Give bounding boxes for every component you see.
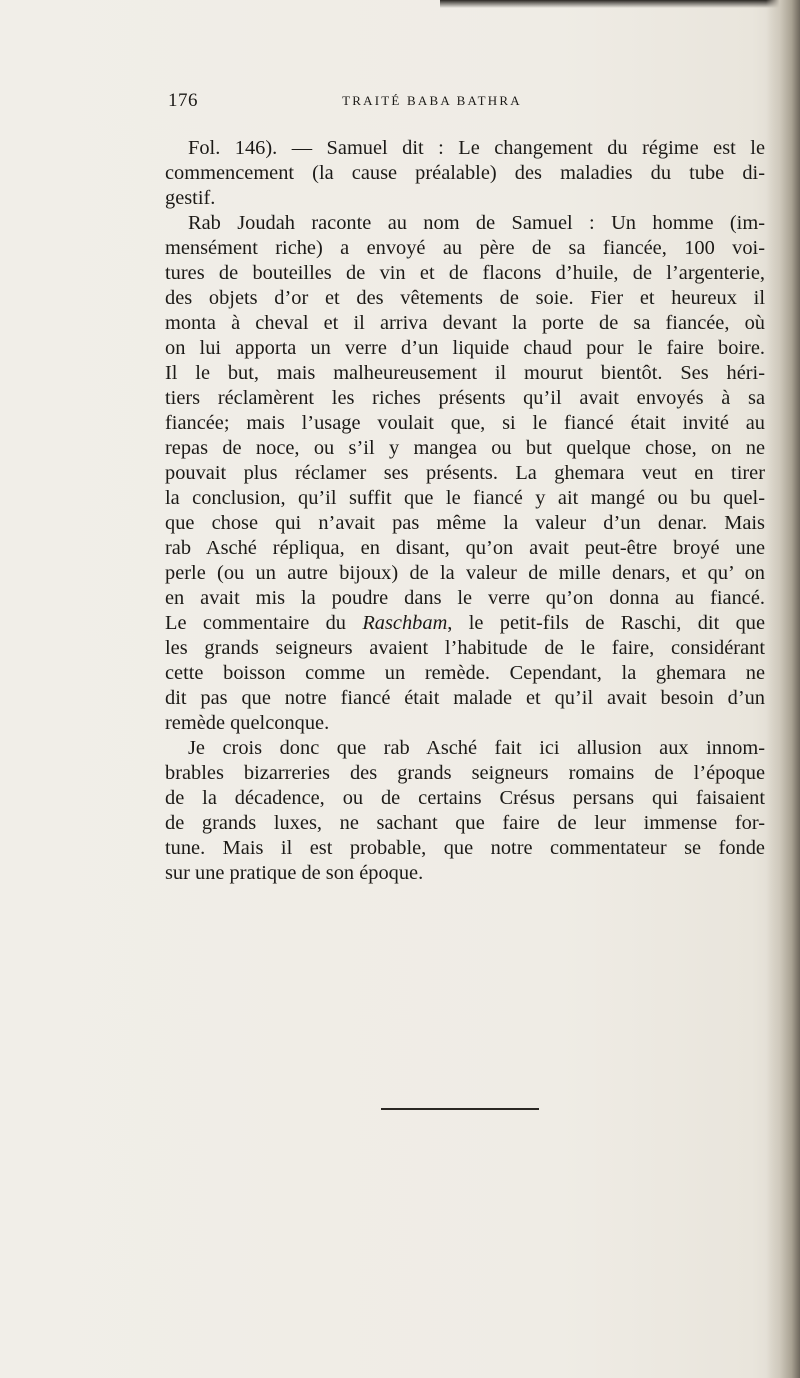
text-line: les grands seigneurs avaient l’habitude de le faire, considérant bbox=[165, 637, 765, 659]
text-line: rab Asché répliqua, en disant, qu’on avait peut-être broyé une bbox=[165, 537, 765, 559]
page-header bbox=[168, 90, 768, 114]
end-rule bbox=[381, 1108, 539, 1110]
text-line: la conclusion, qu’il suffit que le fiancé y ait mangé ou bu quel- bbox=[165, 487, 765, 509]
text-line: commencement (la cause préalable) des maladies du tube di- bbox=[165, 162, 765, 184]
text-line: sur une pratique de son époque. bbox=[165, 862, 424, 884]
text-line: tune. Mais il est probable, que notre commentateur se fonde bbox=[165, 837, 765, 859]
text-line: en avait mis la poudre dans le verre qu’on donna au fiancé. bbox=[165, 587, 765, 609]
text-line-part: Le commentaire du bbox=[165, 612, 363, 634]
text-line: gestif. bbox=[165, 187, 216, 209]
body-text bbox=[165, 136, 765, 886]
page-top-edge-shadow bbox=[440, 0, 800, 8]
text-line: on lui apporta un verre d’un liquide chaud pour le faire boire. bbox=[165, 337, 765, 359]
text-line: de grands luxes, ne sachant que faire de leur immense for- bbox=[165, 812, 765, 834]
text-line: tures de bouteilles de vin et de flacons d’huile, de l’argenterie, bbox=[165, 262, 765, 284]
text-line: pouvait plus réclamer ses présents. La ghemara veut en tirer bbox=[165, 462, 765, 484]
text-line: de la décadence, ou de certains Crésus persans qui faisaient bbox=[165, 787, 765, 809]
text-line bbox=[165, 611, 765, 636]
text-line: perle (ou un autre bijoux) de la valeur de mille denars, et qu’ on bbox=[165, 562, 765, 584]
text-line: brables bizarreries des grands seigneurs romains de l’époque bbox=[165, 762, 765, 784]
running-title: TRAITÉ BABA BATHRA bbox=[342, 93, 522, 108]
text-line: Fol. 146). — Samuel dit : Le changement du régime est le bbox=[188, 137, 765, 159]
text-line: dit pas que notre fiancé était malade et qu’il avait besoin d’un bbox=[165, 687, 765, 709]
text-line: repas de noce, ou s’il y mangea ou but quelque chose, on ne bbox=[165, 437, 765, 459]
text-line: Il le but, mais malheureusement il mourut bientôt. Ses héri- bbox=[165, 362, 765, 384]
page-number: 176 bbox=[168, 90, 198, 111]
text-line: que chose qui n’avait pas même la valeur d’un denar. Mais bbox=[165, 512, 765, 534]
text-line: tiers réclamèrent les riches présents qu’il avait envoyés à sa bbox=[165, 387, 765, 409]
text-line: des objets d’or et des vêtements de soie. Fier et heureux il bbox=[165, 287, 765, 309]
text-line-part: , le petit-fils de Raschi, dit que bbox=[447, 612, 766, 634]
italic-title: Raschbam bbox=[362, 612, 448, 634]
text-line: Rab Joudah raconte au nom de Samuel : Un homme (im- bbox=[188, 212, 765, 234]
text-line: mensément riche) a envoyé au père de sa fiancée, 100 voi- bbox=[165, 237, 765, 259]
text-line: cette boisson comme un remède. Cependant, la ghemara ne bbox=[165, 662, 765, 684]
text-line: remède quelconque. bbox=[165, 712, 330, 734]
text-line: fiancée; mais l’usage voulait que, si le fiancé était invité au bbox=[165, 412, 765, 434]
page-binding-shadow bbox=[766, 0, 800, 1378]
text-line: Je crois donc que rab Asché fait ici allusion aux innom- bbox=[188, 737, 765, 759]
text-line: monta à cheval et il arriva devant la porte de sa fiancée, où bbox=[165, 312, 765, 334]
